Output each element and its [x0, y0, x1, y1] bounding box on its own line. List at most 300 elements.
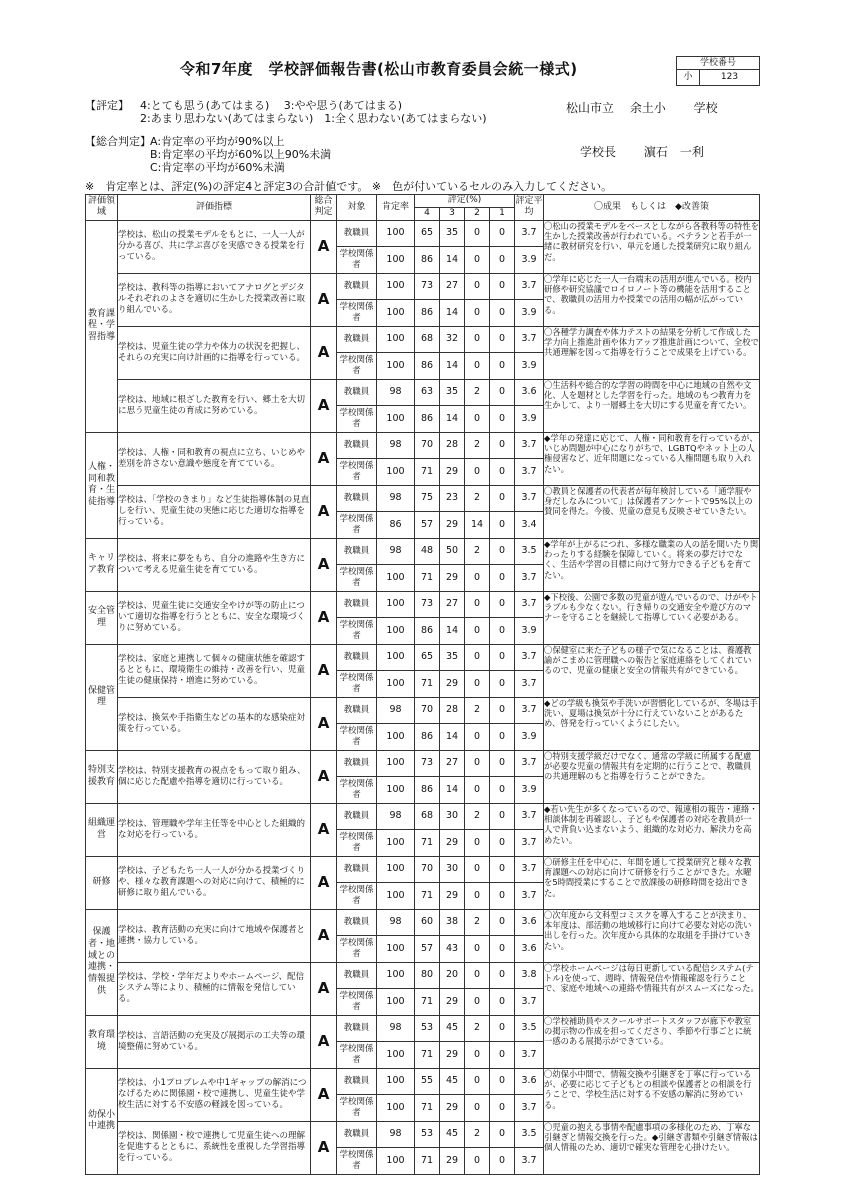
eval-2: 0 [465, 856, 490, 883]
school-number-label: 学校番号 [677, 57, 759, 70]
positive-rate: 86 [377, 512, 415, 539]
eval-2: 0 [465, 671, 490, 698]
header-e2: 2 [465, 208, 490, 221]
eval-3: 14 [440, 618, 465, 645]
sogo-legend-b: B:肯定率の平均が60%以上90%未満 [150, 148, 332, 161]
positive-rate: 100 [377, 671, 415, 698]
eval-average: 3.7 [515, 856, 544, 883]
eval-3: 29 [440, 989, 465, 1016]
table-row [86, 856, 760, 883]
comment-cell [544, 644, 760, 697]
eval-2: 0 [465, 644, 490, 671]
eval-4: 71 [415, 671, 440, 698]
target-label: 学校関係者 [337, 724, 377, 751]
overall-judgment: A [311, 856, 337, 909]
eval-average: 3.7 [515, 459, 544, 486]
eval-average: 3.6 [515, 909, 544, 936]
overall-judgment: A [311, 909, 337, 962]
positive-rate: 100 [377, 1068, 415, 1095]
comment-text: ◆若い先生が多くなっているので、報連相の報告・連絡・相談体制を再確認し、子どもや保護者の対応を教員が一人で背負い込まないよう、組織的な対応力、解決力を高めたい。 [544, 803, 758, 845]
eval-2: 2 [465, 909, 490, 936]
eval-2: 0 [465, 220, 490, 247]
table-row [86, 1015, 760, 1042]
eval-average: 3.4 [515, 512, 544, 539]
eval-2: 2 [465, 697, 490, 724]
overall-judgment: A [311, 273, 337, 326]
target-label: 教職員 [337, 909, 377, 936]
table-row [86, 273, 760, 300]
comment-text: 〇次年度から文科型コミスクを導入することが決まり、本年度は、部活動の地域移行に向けて必要な対応の洗い出しを行った。次年度から具体的な取組を手掛けていきたい。 [544, 909, 752, 951]
target-label: 教職員 [337, 591, 377, 618]
eval-2: 0 [465, 459, 490, 486]
target-label: 学校関係者 [337, 671, 377, 698]
area-label: 幼保小中連携 [86, 1068, 118, 1174]
eval-average: 3.9 [515, 300, 544, 327]
target-label: 教職員 [337, 326, 377, 353]
table-row [86, 326, 760, 353]
overall-judgment: A [311, 644, 337, 697]
eval-4: 48 [415, 538, 440, 565]
eval-3: 14 [440, 300, 465, 327]
eval-3: 27 [440, 273, 465, 300]
eval-average: 3.7 [515, 803, 544, 830]
eval-4: 55 [415, 1068, 440, 1095]
eval-3: 30 [440, 803, 465, 830]
header-overall: 総合判定 [311, 195, 337, 221]
eval-2: 0 [465, 1095, 490, 1122]
positive-rate: 100 [377, 1095, 415, 1122]
eval-4: 68 [415, 803, 440, 830]
eval-average: 3.7 [515, 326, 544, 353]
eval-2: 2 [465, 1015, 490, 1042]
eval-1: 0 [490, 591, 515, 618]
eval-3: 29 [440, 1148, 465, 1175]
eval-1: 0 [490, 803, 515, 830]
eval-1: 0 [490, 618, 515, 645]
comment-cell [544, 962, 760, 1015]
eval-4: 71 [415, 1148, 440, 1175]
target-label: 学校関係者 [337, 936, 377, 963]
header-eval: 評定(%) [415, 195, 515, 208]
indicator-text: 学校は、関係園・校で連携して児童生徒への理解を促進するとともに、系統性を重視した学習指導を行っている。 [118, 1121, 311, 1174]
eval-1: 0 [490, 883, 515, 910]
overall-judgment: A [311, 1015, 337, 1068]
eval-average: 3.6 [515, 1068, 544, 1095]
indicator-text: 学校は、将来に夢をもち、自分の進路や生き方について考える児童生徒を育てている。 [118, 538, 311, 591]
eval-4: 68 [415, 326, 440, 353]
eval-3: 29 [440, 883, 465, 910]
header-area: 評価領域 [86, 195, 118, 221]
comment-text: ◆学年の発達に応じて、人権・同和教育を行っているが、いじめ問題が中心になりがちで、LGBTQやネット上の人権侵害など、近年問題になっている人権問題も取り入れたい。 [544, 432, 758, 474]
positive-rate: 100 [377, 644, 415, 671]
eval-3: 29 [440, 512, 465, 539]
overall-judgment: A [311, 1068, 337, 1121]
target-label: 教職員 [337, 1015, 377, 1042]
indicator-text: 学校は、管理職や学年主任等を中心とした組織的な対応を行っている。 [118, 803, 311, 856]
eval-3: 38 [440, 909, 465, 936]
eval-average: 3.5 [515, 1015, 544, 1042]
eval-3: 28 [440, 432, 465, 459]
hyoka-legend-line1: 4:とても思う(あてはまる) 3:やや思う(あてはまる) [140, 99, 403, 112]
positive-rate: 100 [377, 326, 415, 353]
comment-text: ◆下校後、公園で多数の児童が遊んでいるので、けがやトラブルも少なくない。行き帰りの交通安全や遊び方のマナーを守ることを継続して指導していく必要がある。 [544, 591, 758, 623]
eval-2: 0 [465, 962, 490, 989]
eval-3: 29 [440, 830, 465, 857]
positive-rate: 100 [377, 1148, 415, 1175]
overall-judgment: A [311, 379, 337, 432]
eval-1: 0 [490, 1148, 515, 1175]
positive-rate: 98 [377, 1015, 415, 1042]
target-label: 学校関係者 [337, 830, 377, 857]
eval-average: 3.7 [515, 1095, 544, 1122]
target-label: 教職員 [337, 750, 377, 777]
eval-2: 2 [465, 379, 490, 406]
header-e1: 1 [490, 208, 515, 221]
header-rate: 肯定率 [377, 195, 415, 221]
overall-judgment: A [311, 220, 337, 273]
eval-4: 63 [415, 379, 440, 406]
eval-2: 2 [465, 485, 490, 512]
eval-average: 3.9 [515, 724, 544, 751]
eval-4: 86 [415, 618, 440, 645]
overall-judgment: A [311, 750, 337, 803]
eval-1: 0 [490, 1042, 515, 1069]
eval-1: 0 [490, 406, 515, 433]
area-label: キャリア教育 [86, 538, 118, 591]
comment-text: 〇学年に応じた一人一台端末の活用が進んでいる。校内研修や研究協議でロイロノート等の機能を活用することで、教職員の活用力や授業での活用の幅が広がっている。 [544, 273, 752, 315]
eval-4: 60 [415, 909, 440, 936]
header-e4: 4 [415, 208, 440, 221]
area-label: 組織運営 [86, 803, 118, 856]
positive-rate: 100 [377, 989, 415, 1016]
comment-text: 〇保健室に来た子どもの様子で気になることは、養護教諭がこまめに管理職への報告と家庭連絡をしてくれているので、児童の健康と安全の情報共有ができている。 [544, 644, 752, 676]
positive-rate: 100 [377, 777, 415, 804]
eval-average: 3.7 [515, 830, 544, 857]
eval-1: 0 [490, 750, 515, 777]
eval-4: 73 [415, 273, 440, 300]
eval-average: 3.7 [515, 750, 544, 777]
eval-average: 3.7 [515, 591, 544, 618]
eval-1: 0 [490, 1015, 515, 1042]
eval-4: 71 [415, 830, 440, 857]
indicator-text: 学校は、人権・同和教育の視点に立ち、いじめや差別を許さない意識や態度を育てている。 [118, 432, 311, 485]
comment-text: ◆どの学級も換気や手洗いが習慣化しているが、冬場は手洗い、夏場は換気が十分に行えていないことがあるため、啓発を行っていくようにしたい。 [544, 697, 758, 729]
eval-3: 30 [440, 856, 465, 883]
positive-rate: 98 [377, 538, 415, 565]
eval-4: 71 [415, 883, 440, 910]
positive-rate: 100 [377, 459, 415, 486]
target-label: 教職員 [337, 1121, 377, 1148]
overall-judgment: A [311, 591, 337, 644]
eval-2: 0 [465, 883, 490, 910]
positive-rate: 100 [377, 724, 415, 751]
eval-1: 0 [490, 432, 515, 459]
eval-1: 0 [490, 936, 515, 963]
eval-1: 0 [490, 989, 515, 1016]
indicator-text: 学校は、子どもたち一人一人が分かる授業づくりや、様々な教育課題への対応に向けて、積極的に研修に取り組んでいる。 [118, 856, 311, 909]
eval-average: 3.9 [515, 353, 544, 380]
positive-rate: 100 [377, 936, 415, 963]
eval-2: 2 [465, 538, 490, 565]
overall-judgment: A [311, 485, 337, 538]
eval-2: 0 [465, 406, 490, 433]
eval-4: 70 [415, 856, 440, 883]
hyoka-legend-label: 【評定】 [85, 99, 129, 112]
eval-2: 0 [465, 724, 490, 751]
eval-4: 70 [415, 432, 440, 459]
note: ※ 肯定率とは、評定(%)の評定4と評定3の合計値です。 ※ 色が付いているセルのみ入力してください。 [85, 180, 613, 193]
eval-1: 0 [490, 247, 515, 274]
sogo-legend-label: 【総合判定】 [85, 135, 151, 148]
positive-rate: 98 [377, 803, 415, 830]
target-label: 教職員 [337, 644, 377, 671]
header-e3: 3 [440, 208, 465, 221]
eval-2: 0 [465, 247, 490, 274]
eval-2: 0 [465, 591, 490, 618]
positive-rate: 100 [377, 273, 415, 300]
eval-2: 0 [465, 1148, 490, 1175]
positive-rate: 100 [377, 618, 415, 645]
table-row [86, 644, 760, 671]
eval-1: 0 [490, 1095, 515, 1122]
target-label: 学校関係者 [337, 300, 377, 327]
eval-3: 35 [440, 379, 465, 406]
eval-2: 0 [465, 936, 490, 963]
eval-4: 71 [415, 459, 440, 486]
positive-rate: 100 [377, 883, 415, 910]
eval-4: 86 [415, 247, 440, 274]
eval-average: 3.7 [515, 273, 544, 300]
target-label: 教職員 [337, 803, 377, 830]
eval-average: 3.5 [515, 538, 544, 565]
comment-text: 〇特別支援学級だけでなく、通常の学級に所属する配慮が必要な児童の情報共有を定期的に行うことで、教職員の共通理解のもと指導を行うことができた。 [544, 750, 752, 782]
eval-average: 3.7 [515, 432, 544, 459]
eval-1: 0 [490, 644, 515, 671]
eval-3: 45 [440, 1121, 465, 1148]
header-indicator: 評価指標 [118, 195, 311, 221]
positive-rate: 100 [377, 220, 415, 247]
target-label: 教職員 [337, 379, 377, 406]
eval-average: 3.7 [515, 883, 544, 910]
comment-text: 〇各種学力調査や体力テストの結果を分析して作成した学力向上推進計画や体力アップ推進計画について、全校で共通理解を図って指導を行うことで成果を上げている。 [544, 326, 759, 358]
eval-2: 2 [465, 803, 490, 830]
eval-1: 0 [490, 1121, 515, 1148]
eval-3: 14 [440, 777, 465, 804]
indicator-text: 学校は、「学校のきまり」など生徒指導体制の見直しを行い、児童生徒の実態に応じた適切な指導を行っている。 [118, 485, 311, 538]
eval-2: 0 [465, 830, 490, 857]
eval-3: 14 [440, 724, 465, 751]
eval-3: 45 [440, 1068, 465, 1095]
target-label: 教職員 [337, 856, 377, 883]
comment-text: 〇学校補助員やスクールサポートスタッフが廊下や教室の掲示物の作成を担ってくださり、季節や行事ごとに統一感のある展掲示ができている。 [544, 1015, 752, 1047]
eval-1: 0 [490, 353, 515, 380]
eval-2: 2 [465, 432, 490, 459]
hyoka-legend-line2: 2:あまり思わない(あてはまらない) 1:全く思わない(あてはまらない) [140, 112, 487, 125]
indicator-text: 学校は、教育活動の充実に向けて地域や保護者と連携・協力している。 [118, 909, 311, 962]
indicator-text: 学校は、児童生徒の学力や体力の状況を把握し、それらの充実に向け計画的に指導を行っている。 [118, 326, 311, 379]
eval-4: 86 [415, 353, 440, 380]
eval-1: 0 [490, 777, 515, 804]
positive-rate: 100 [377, 856, 415, 883]
comment-cell [544, 1121, 760, 1174]
table-row [86, 1068, 760, 1095]
eval-2: 0 [465, 326, 490, 353]
indicator-text: 学校は、教科等の指導においてアナログとデジタルそれぞれのよさを適切に生かした授業改善に取り組んでいる。 [118, 273, 311, 326]
positive-rate: 100 [377, 406, 415, 433]
area-label: 教育環境 [86, 1015, 118, 1068]
comment-cell [544, 273, 760, 326]
principal-name: 学校長 濵石 一利 [580, 145, 704, 159]
eval-1: 0 [490, 538, 515, 565]
eval-average: 3.6 [515, 936, 544, 963]
comment-cell [544, 538, 760, 591]
positive-rate: 100 [377, 353, 415, 380]
comment-cell [544, 856, 760, 909]
eval-4: 86 [415, 777, 440, 804]
eval-average: 3.6 [515, 379, 544, 406]
eval-2: 0 [465, 618, 490, 645]
table-row [86, 432, 760, 459]
area-label: 研修 [86, 856, 118, 909]
eval-3: 20 [440, 962, 465, 989]
header-comment: 〇成果 もしくは ◆改善策 [544, 195, 760, 221]
comment-cell [544, 909, 760, 962]
eval-3: 29 [440, 565, 465, 592]
target-label: 教職員 [337, 432, 377, 459]
eval-average: 3.7 [515, 220, 544, 247]
indicator-text: 学校は、特別支援教育の視点をもって取り組み、個に応じた配慮や指導を適切に行っている。 [118, 750, 311, 803]
positive-rate: 100 [377, 247, 415, 274]
eval-3: 23 [440, 485, 465, 512]
comment-cell [544, 803, 760, 856]
target-label: 教職員 [337, 220, 377, 247]
indicator-text: 学校は、換気や手指衛生などの基本的な感染症対策を行っている。 [118, 697, 311, 750]
eval-4: 80 [415, 962, 440, 989]
positive-rate: 98 [377, 379, 415, 406]
eval-4: 57 [415, 936, 440, 963]
area-label: 保健管理 [86, 644, 118, 750]
eval-2: 0 [465, 300, 490, 327]
eval-4: 57 [415, 512, 440, 539]
area-label: 保護者・地域との連携・情報提供 [86, 909, 118, 1015]
sogo-legend-a: A:肯定率の平均が90%以上 [150, 135, 285, 148]
target-label: 学校関係者 [337, 618, 377, 645]
eval-3: 50 [440, 538, 465, 565]
eval-average: 3.7 [515, 1148, 544, 1175]
eval-4: 65 [415, 220, 440, 247]
school-number-box [676, 56, 760, 86]
positive-rate: 98 [377, 1121, 415, 1148]
eval-average: 3.9 [515, 618, 544, 645]
positive-rate: 100 [377, 830, 415, 857]
eval-1: 0 [490, 300, 515, 327]
target-label: 学校関係者 [337, 989, 377, 1016]
eval-4: 65 [415, 644, 440, 671]
comment-cell [544, 485, 760, 538]
eval-2: 0 [465, 273, 490, 300]
eval-2: 14 [465, 512, 490, 539]
table-row [86, 538, 760, 565]
positive-rate: 100 [377, 591, 415, 618]
target-label: 学校関係者 [337, 353, 377, 380]
positive-rate: 98 [377, 485, 415, 512]
eval-3: 28 [440, 697, 465, 724]
eval-1: 0 [490, 856, 515, 883]
eval-1: 0 [490, 962, 515, 989]
positive-rate: 98 [377, 909, 415, 936]
header-avg: 評定平均 [515, 195, 544, 221]
eval-3: 35 [440, 644, 465, 671]
target-label: 学校関係者 [337, 406, 377, 433]
overall-judgment: A [311, 803, 337, 856]
comment-text: 〇生活科や総合的な学習の時間を中心に地域の自然や文化、人を題材とした学習を行った。地域のもつ教育力を生かして、より一層郷土を大切にする児童を育てたい。 [544, 379, 752, 411]
eval-3: 27 [440, 750, 465, 777]
table-row [86, 485, 760, 512]
eval-1: 0 [490, 220, 515, 247]
comment-cell [544, 326, 760, 379]
overall-judgment: A [311, 432, 337, 485]
eval-3: 29 [440, 1095, 465, 1122]
indicator-text: 学校は、児童生徒に交通安全やけが等の防止について適切な指導を行うとともに、安全な環境づくりに努めている。 [118, 591, 311, 644]
target-label: 教職員 [337, 538, 377, 565]
page-title: 令和7年度 学校評価報告書(松山市教育委員会統一様式) [180, 60, 578, 78]
target-label: 教職員 [337, 1068, 377, 1095]
eval-1: 0 [490, 379, 515, 406]
target-label: 教職員 [337, 273, 377, 300]
school-name: 松山市立 余土小 学校 [566, 101, 718, 115]
indicator-text: 学校は、地域に根ざした教育を行い、郷土を大切に思う児童生徒の育成に努めている。 [118, 379, 311, 432]
eval-4: 53 [415, 1015, 440, 1042]
area-label: 人権・同和教育・生徒指導 [86, 432, 118, 538]
eval-3: 29 [440, 459, 465, 486]
target-label: 学校関係者 [337, 1148, 377, 1175]
eval-average: 3.5 [515, 1121, 544, 1148]
eval-average: 3.9 [515, 406, 544, 433]
eval-1: 0 [490, 830, 515, 857]
positive-rate: 100 [377, 962, 415, 989]
eval-3: 14 [440, 247, 465, 274]
positive-rate: 100 [377, 750, 415, 777]
eval-1: 0 [490, 512, 515, 539]
eval-2: 0 [465, 1068, 490, 1095]
target-label: 学校関係者 [337, 1095, 377, 1122]
area-label: 教育課程・学習指導 [86, 220, 118, 432]
eval-4: 86 [415, 724, 440, 751]
eval-4: 53 [415, 1121, 440, 1148]
table-row [86, 697, 760, 724]
eval-2: 0 [465, 777, 490, 804]
area-label: 安全管理 [86, 591, 118, 644]
eval-3: 14 [440, 353, 465, 380]
comment-cell [544, 432, 760, 485]
indicator-text: 学校は、家庭と連携して個々の健康状態を確認するとともに、環境衛生の維持・改善を行い、児童生徒の健康保持・増進に努めている。 [118, 644, 311, 697]
eval-average: 3.8 [515, 962, 544, 989]
eval-average: 3.7 [515, 989, 544, 1016]
comment-cell [544, 220, 760, 273]
table-row [86, 1121, 760, 1148]
eval-average: 3.7 [515, 697, 544, 724]
target-label: 学校関係者 [337, 459, 377, 486]
table-row [86, 379, 760, 406]
evaluation-table [85, 194, 760, 1175]
eval-2: 0 [465, 1042, 490, 1069]
eval-average: 3.7 [515, 485, 544, 512]
area-label: 特別支援教育 [86, 750, 118, 803]
indicator-text: 学校は、松山の授業モデルをもとに、一人一人が分かる喜び、共に学ぶ喜びを実感できる授業を行っている。 [118, 220, 311, 273]
eval-4: 75 [415, 485, 440, 512]
eval-1: 0 [490, 671, 515, 698]
comment-cell [544, 1068, 760, 1121]
